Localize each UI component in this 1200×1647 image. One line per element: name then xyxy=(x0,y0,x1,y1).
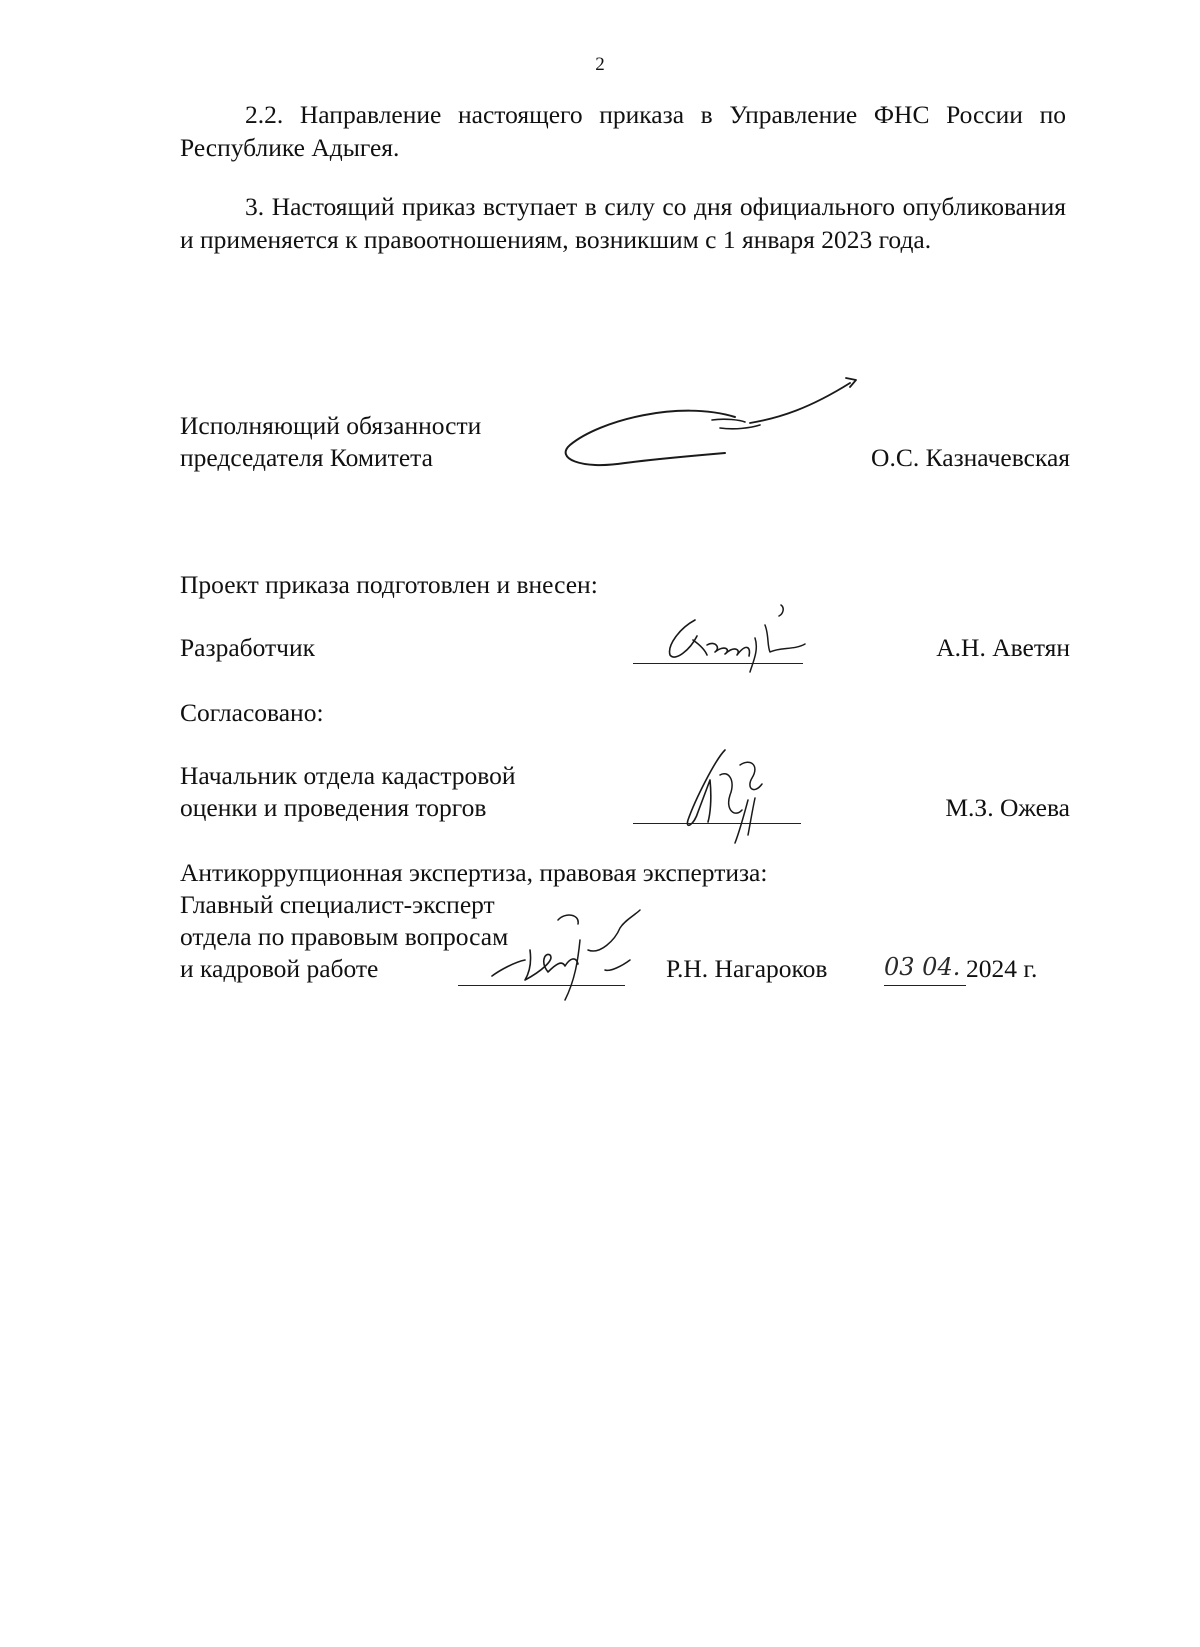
expert-signature xyxy=(470,900,650,1005)
signatory-title-line2: председателя Комитета xyxy=(180,443,433,472)
expert-title-line3: и кадровой работе xyxy=(180,954,379,983)
paragraph-3: 3. Настоящий приказ вступает в силу со дня официального опубликования и применяется к правоотношениям, возникшим с 1 января 2023 года. xyxy=(180,192,1066,254)
head-title-line2: оценки и проведения торгов xyxy=(180,793,487,822)
expert-name: Р.Н. Нагароков xyxy=(666,954,828,983)
expert-title-line2: отдела по правовым вопросам xyxy=(180,922,509,951)
date-year: 2024 г. xyxy=(966,954,1038,983)
signatory-name: О.С. Казначевская xyxy=(871,443,1070,472)
date-line xyxy=(884,985,966,986)
date-handwritten: 03 04. xyxy=(884,953,961,981)
chairman-signature xyxy=(560,370,890,480)
signatory-title-line1: Исполняющий обязанности xyxy=(180,411,482,440)
project-heading: Проект приказа подготовлен и внесен: xyxy=(180,570,598,599)
expertise-heading: Антикоррупционная экспертиза, правовая экспертиза: xyxy=(180,858,768,887)
agreed-heading: Согласовано: xyxy=(180,698,324,727)
developer-signature xyxy=(655,600,815,680)
expert-title-line1: Главный специалист-эксперт xyxy=(180,890,495,919)
head-title-line1: Начальник отдела кадастровой xyxy=(180,761,516,790)
head-signature xyxy=(680,740,790,850)
head-name: М.З. Ожева xyxy=(945,793,1070,822)
developer-label: Разработчик xyxy=(180,633,316,662)
developer-name: А.Н. Аветян xyxy=(936,633,1070,662)
paragraph-2-2: 2.2. Направление настоящего приказа в Управление ФНС России по Республике Адыгея. xyxy=(180,100,1066,162)
page-number: 2 xyxy=(595,54,605,75)
